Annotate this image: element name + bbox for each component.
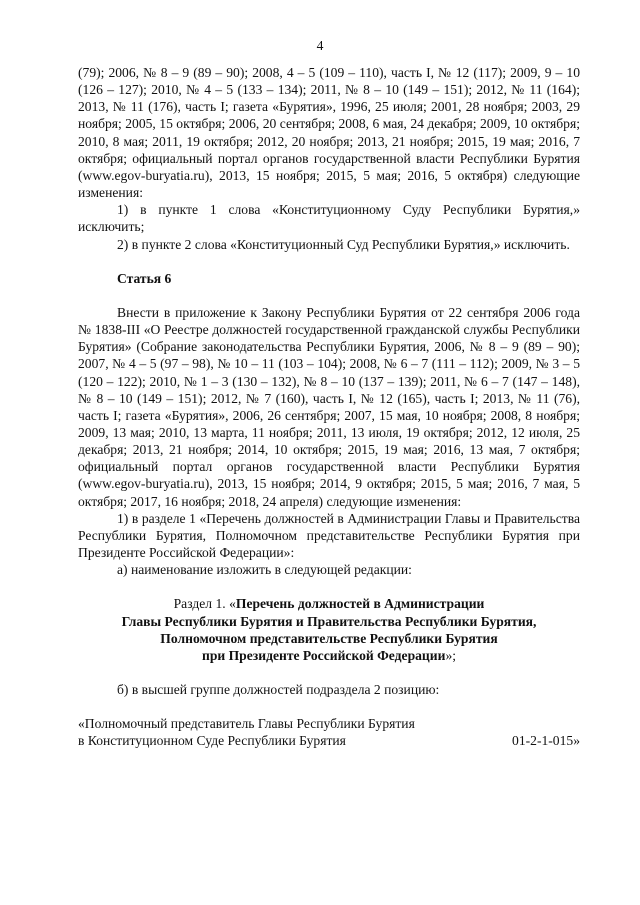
subsection-a: а) наименование изложить в следующей редакции: [117,562,412,578]
article-heading: Статья 6 [117,270,172,286]
article-paragraph: Внести в приложение к Закону Республики Бурятия от 22 сентября 2006 года № 1838-III «О Реестре должностей государственной гражданской службы Республики Бурятия» (Собрание законодательства Республики Бурятия, 2006, № 8 – 9 (89 – 90); 2007, № 4 – 5 (97 – 98), № 10 – 11 (103 – 104); 2008, № 6 – 7 (111 – 112); 2009, № 3 – 5 (120 – 122); 2010, № 1 – 3 (130 – 132), № 8 – 10 (137 – 139); 2011, № 6 – 7 (147 – 148), № 8 – 10 (149 – 151); 2012, № 7 (160), часть I, № 12 (165), часть I; 2013, № 11 (76), часть I; газета «Бурятия», 2006, 26 сентября; 2007, 15 мая, 10 ноября; 2008, 8 ноября; 2009, 13 мая; 2010, 13 марта, 11 ноября; 2011, 13 июля, 19 октября; 2012, 12 июля, 25 декабря; 2013, 21 ноября; 2014, 10 октября; 2015, 19 мая; 2016, 13 мая, 7 октября; официальный портал органов государственной власти Республики Бурятия (www.egov-buryatia.ru), 2013, 15 ноября; 2014, 9 октября; 2015, 5 мая; 2016, 7 мая, 5 октября; 2017, 16 ноября; 2018, 24 апреля) следующие изменения: [78,304,580,509]
position-code: 01-2-1-015» [512,733,580,749]
position-entry [78,715,580,749]
section-title-block [78,595,580,664]
amendment-item-1: 1) в пункте 1 слова «Конституционному Суду Республики Бурятия,» исключить; [78,202,580,235]
section-title-line-3: Полномочном представительстве Республики Бурятия [160,630,498,646]
page-number: 4 [316,38,324,53]
section-title-line-4: при Президенте Российской Федерации [201,647,446,663]
section-prefix: Раздел 1. « [173,596,236,612]
position-title-line-1: «Полномочный представитель Главы Республики Бурятия [78,716,415,732]
subsection-b: б) в высшей группе должностей подраздела 2 позицию: [117,682,440,697]
position-title-line-2: в Конституционном Суде Республики Бурятия [78,733,346,749]
amendment-item-2: 2) в пункте 2 слова «Конституционный Суд Республики Бурятия,» исключить. [117,236,570,252]
document-body [78,64,580,749]
section-title-line-1: Перечень должностей в Администрации [235,596,485,612]
subsection-1: 1) в разделе 1 «Перечень должностей в Администрации Главы и Правительства Республики Бурятия, Полномочном представительстве Республики Бурятия при Президенте Российской Федерации»: [78,510,580,561]
amendment-sources-paragraph: (79); 2006, № 8 – 9 (89 – 90); 2008, 4 – 5 (109 – 110), часть I, № 12 (117); 2009, 9 – 10 (126 – 127); 2010, № 4 – 5 (133 – 134); 2011, № 8 – 10 (149 – 151); 2012, № 11 (164); 2013, № 11 (176), часть I; газета «Бурятия», 1996, 25 июля; 2001, 28 ноября; 2003, 29 ноября; 2005, 15 октября; 2006, 20 сентября; 2008, 6 мая, 24 декабря; 2009, 10 октября; 2010, 8 мая; 2011, 19 октября; 2012, 20 ноября; 2013, 21 ноября; 2015, 19 мая; 2016, 7 октября; официальный портал органов государственной власти Республики Бурятия (www.egov-buryatia.ru), 2013, 15 ноября; 2015, 5 мая; 2016, 5 октября) следующие изменения: [78,65,580,201]
section-suffix: »; [445,647,457,663]
section-title-line-2: Главы Республики Бурятия и Правительства Республики Бурятия, [121,613,537,629]
